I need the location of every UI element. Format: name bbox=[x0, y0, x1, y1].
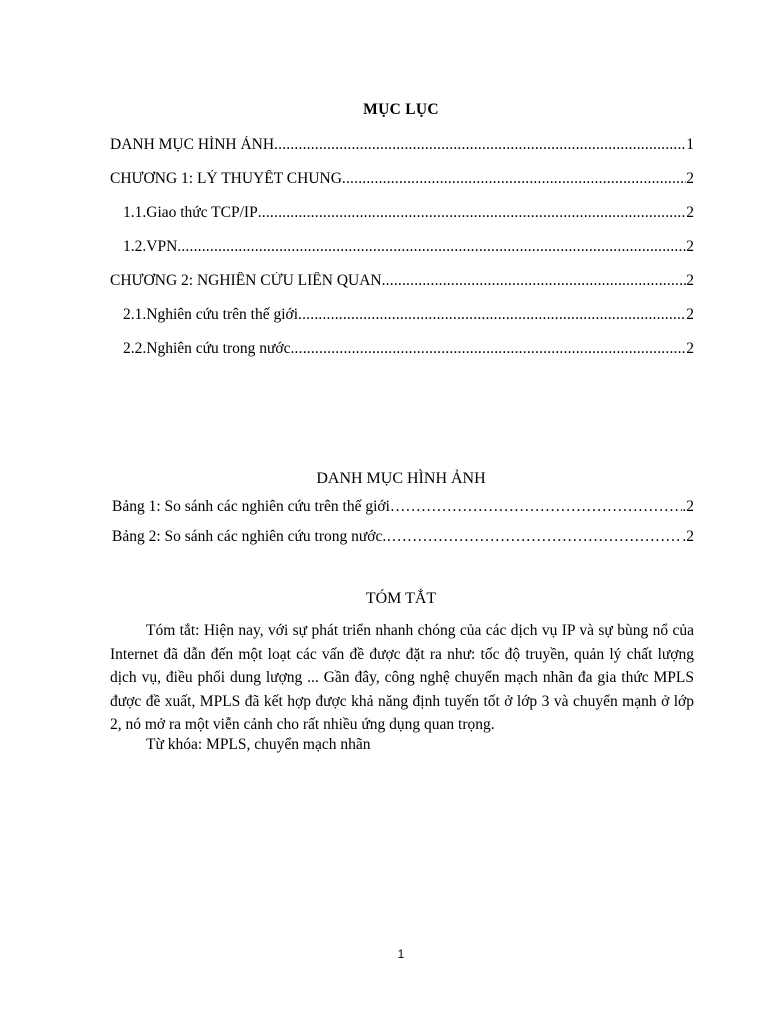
toc-entry-page: 2 bbox=[686, 306, 694, 323]
figure-entry-page: .2 bbox=[682, 498, 694, 515]
toc-entry-number: 1.2. bbox=[123, 238, 147, 255]
toc-entry-label: VPN bbox=[146, 238, 178, 255]
dot-leader bbox=[290, 340, 686, 358]
toc-entry-label: Nghiên cứu trên thế giới bbox=[146, 306, 299, 323]
abstract-body: Tóm tắt: Hiện nay, với sự phát triển nhanh chóng của các dịch vụ IP và sự bùng nổ của Internet đã dẫn đến một loạt các vấn đề được đặt ra như: tốc độ truyền, quản lý chất lượng dịch vụ, điều phối dung lượng ... Gần đây, công nghệ chuyển mạch nhãn đa gia thức MPLS được đề xuất, MPLS đã kết hợp được khả năng định tuyến tốt ở lớp 3 và chuyển mạnh ở lớp 2, nó mở ra một viễn cảnh cho rất nhiều ứng dụng quan trọng. bbox=[110, 622, 694, 733]
dot-leader bbox=[298, 306, 686, 324]
figures-list-title: DANH MỤC HÌNH ẢNH bbox=[316, 470, 486, 487]
dot-leader bbox=[382, 272, 687, 290]
toc-entry-number: 1.1. bbox=[123, 204, 147, 221]
dot-leader bbox=[177, 238, 686, 256]
toc-entry-label: DANH MỤC HÌNH ẢNH bbox=[110, 136, 275, 153]
figure-entry-page: .2 bbox=[682, 528, 694, 545]
toc-entry-label: CHƯƠNG 1: LÝ THUYẾT CHUNG bbox=[110, 170, 342, 187]
toc-entry-number: 2.1. bbox=[123, 306, 147, 323]
toc-entry-page: 2 bbox=[686, 272, 694, 289]
figure-entry-label: Bảng 1: So sánh các nghiên cứu trên thế giới bbox=[112, 498, 390, 515]
abstract-title: TÓM TẮT bbox=[365, 590, 437, 607]
toc-entry-number: 2.2. bbox=[123, 340, 147, 357]
toc-entry-1-1[interactable] bbox=[123, 204, 694, 222]
abstract-keywords: Từ khóa: MPLS, chuyển mạch nhãn bbox=[146, 736, 371, 753]
dot-leader bbox=[274, 136, 686, 154]
toc-entry-label: CHƯƠNG 2: NGHIÊN CỨU LIÊN QUAN bbox=[110, 272, 382, 289]
toc-entry-2-2[interactable] bbox=[123, 340, 694, 358]
toc-entry-label: Giao thức TCP/IP bbox=[146, 204, 258, 221]
toc-entry-page: 2 bbox=[686, 340, 694, 357]
ellipsis-leader bbox=[390, 498, 682, 516]
dot-leader bbox=[342, 170, 686, 188]
dot-leader bbox=[258, 204, 687, 222]
figure-entry-table-2[interactable] bbox=[112, 528, 694, 546]
toc-entry-figures-list[interactable] bbox=[110, 136, 694, 154]
toc-entry-2-1[interactable] bbox=[123, 306, 694, 324]
toc-entry-chapter-2[interactable] bbox=[110, 272, 694, 290]
toc-title: MỤC LỤC bbox=[363, 101, 439, 118]
toc-entry-page: 2 bbox=[686, 238, 694, 255]
ellipsis-leader bbox=[386, 528, 682, 546]
figure-entry-label: Bảng 2: So sánh các nghiên cứu trong nước. bbox=[112, 528, 387, 545]
page-number: 1 bbox=[397, 947, 405, 961]
toc-entry-page: 2 bbox=[686, 170, 694, 187]
toc-entry-chapter-1[interactable] bbox=[110, 170, 694, 188]
toc-entry-page: 2 bbox=[686, 204, 694, 221]
figure-entry-table-1[interactable] bbox=[112, 498, 694, 516]
toc-entry-1-2[interactable] bbox=[123, 238, 694, 256]
toc-entry-page: 1 bbox=[686, 136, 694, 153]
toc-entry-label: Nghiên cứu trong nước bbox=[146, 340, 291, 357]
